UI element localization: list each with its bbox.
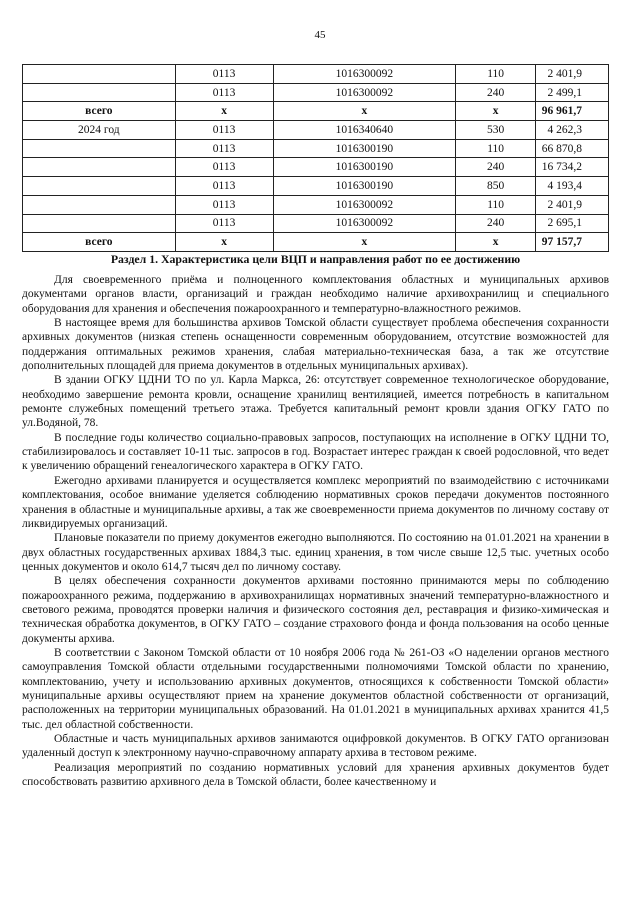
table-cell-c3: 1016300190 (273, 158, 456, 177)
paragraph: Плановые показатели по приему документов ежегодно выполняются. По состоянию на 01.01.2021 на хранении в двух областных государственных архивах 1884,3 тыс. единиц хранения, в том числе свыше 12,5 тыс. учетных особо ценных документов и около 614,7 тысяч дел по личному составу. (22, 532, 609, 573)
table-cell-c2: 0113 (175, 65, 273, 84)
table-cell-c5: 4 193,4 (536, 177, 609, 196)
table-cell-c2: 0113 (175, 139, 273, 158)
table-cell-c2: 0113 (175, 83, 273, 102)
table-cell-c4: 850 (456, 177, 536, 196)
table-row (23, 83, 609, 102)
table-cell-c5: 2 401,9 (536, 65, 609, 84)
table-cell-c4: 110 (456, 195, 536, 214)
table-cell-year (23, 214, 176, 233)
paragraph: Областные и часть муниципальных архивов занимаются оцифровкой документов. В ОГКУ ГАТО организован удаленный доступ к электронному научно-справочному аппарату архива в тестовом режиме. (22, 733, 609, 760)
table-total-row (23, 102, 609, 121)
budget-table (22, 64, 609, 252)
table-row (23, 158, 609, 177)
table-cell-year (23, 83, 176, 102)
table-cell-c4: 110 (456, 65, 536, 84)
table-cell-c5: 16 734,2 (536, 158, 609, 177)
table-cell-c2: 0113 (175, 214, 273, 233)
table-cell-c4: 240 (456, 158, 536, 177)
table-cell-c3: 1016340640 (273, 121, 456, 140)
table-cell-c2: х (175, 102, 273, 121)
table-cell-c2: 0113 (175, 195, 273, 214)
table-total-row (23, 233, 609, 252)
table-cell-c4: х (456, 102, 536, 121)
page-number: 45 (314, 29, 326, 41)
table-cell-year (23, 177, 176, 196)
table-cell-c3: 1016300190 (273, 177, 456, 196)
paragraph: В здании ОГКУ ЦДНИ ТО по ул. Карла Маркса, 26: отсутствует современное технологическое оборудование, необходимо завершение ремонта кровли, оснащение хранилищ вентиляцией, имеется потребность в капитальном ремонте служебных помещений третьего этажа. Требуется капитальный ремонт кровли здания ОГКУ ГАТО по ул.Водяной, 78. (22, 374, 609, 430)
paragraph: В целях обеспечения сохранности документов архивами постоянно принимаются меры по соблюдению пожароохранного режима, поддержанию в архивохранилищах нормативных значений температурно-влажностного и светового режима, проводятся проверки наличия и физического состояния дел, реставрация и физико-химическая и техническая обработка документов, в ОГКУ ГАТО – создание страхового фонда и фонда пользования на особо ценные документы архива. (22, 575, 609, 645)
table-cell-year (23, 195, 176, 214)
table-cell-year: всего (23, 102, 176, 121)
table-row (23, 65, 609, 84)
table-cell-c2: 0113 (175, 121, 273, 140)
table-cell-year (23, 139, 176, 158)
table-cell-c5: 96 961,7 (536, 102, 609, 121)
table-cell-year: всего (23, 233, 176, 252)
table-cell-c4: 240 (456, 214, 536, 233)
table-cell-c5: 2 401,9 (536, 195, 609, 214)
table-cell-c4: 240 (456, 83, 536, 102)
table-cell-c4: 530 (456, 121, 536, 140)
table-cell-c4: х (456, 233, 536, 252)
table-cell-c5: 97 157,7 (536, 233, 609, 252)
paragraph: В соответствии с Законом Томской области от 10 ноября 2006 года № 261-ОЗ «О наделении органов местного самоуправления Томской области отдельными государственными полномочиями Томской области по хранению, комплектованию, учету и использованию архивных документов, относящихся к собственности Томской области» муниципальные архивы осуществляют прием на хранение документов областной собственности от организаций, расположенных на территории муниципальных образований. На 01.01.2021 в муниципальных архивах хранится 41,5 тыс. дел областной собственности. (22, 646, 609, 731)
table-cell-c3: 1016300092 (273, 214, 456, 233)
table-cell-c4: 110 (456, 139, 536, 158)
table-cell-c2: 0113 (175, 177, 273, 196)
paragraph: Для своевременного приёма и полноценного комплектования областных и муниципальных архивов документами органов власти, организаций и граждан необходимо наличие архивохранилищ и специального оборудования для хранения и обеспечения пожароохранного и температурно-влажностного режимов. (22, 274, 609, 315)
paragraph: Реализация мероприятий по созданию нормативных условий для хранения архивных документов будет способствовать развитию архивного дела в Томской области, более качественному и (22, 761, 609, 789)
table-cell-c3: 1016300092 (273, 195, 456, 214)
table-cell-c2: 0113 (175, 158, 273, 177)
table-cell-c3: х (273, 233, 456, 252)
table-cell-c5: 4 262,3 (536, 121, 609, 140)
table-cell-c3: 1016300092 (273, 65, 456, 84)
table-cell-c5: 2 695,1 (536, 214, 609, 233)
table-cell-year (23, 158, 176, 177)
table-cell-c3: 1016300190 (273, 139, 456, 158)
table-cell-c2: х (175, 233, 273, 252)
table-row (23, 177, 609, 196)
table-row (23, 195, 609, 214)
section-heading: Раздел 1. Характеристика цели ВЦП и направления работ по ее достижению (110, 252, 521, 266)
table-cell-year: 2024 год (23, 121, 176, 140)
table-row (23, 214, 609, 233)
table-row (23, 139, 609, 158)
table-cell-c3: х (273, 102, 456, 121)
paragraph: В настоящее время для большинства архивов Томской области существует проблема обеспечения сохранности архивных документов (низкая степень оснащенности современным оборудованием, отсутствие возможностей для поддержания оптимальных режимов хранения, слабая материально-техническая база, а так же отсутствие дополнительных площадей для приема документов в отдельных муниципальных архивах). (22, 317, 609, 373)
paragraph: Ежегодно архивами планируется и осуществляется комплекс мероприятий по взаимодействию с источниками комплектования, особое внимание уделяется соблюдению нормативных сроков передачи документов постоянного хранения в областные и муниципальные архивы, а так же своевременности приема документов по личному составу от ликвидируемых организаций. (22, 474, 609, 530)
table-cell-c5: 2 499,1 (536, 83, 609, 102)
body-text (22, 273, 609, 789)
table-cell-c5: 66 870,8 (536, 139, 609, 158)
paragraph: В последние годы количество социально-правовых запросов, поступающих на исполнение в ОГКУ ЦДНИ ТО, стабилизировалось и составляет 10-11 тыс. запросов в год. Возрастает интерес граждан к своей родословной, что ведет к увеличению обращений генеалогического характера в ОГКУ ГАТО. (22, 431, 609, 473)
table-cell-c3: 1016300092 (273, 83, 456, 102)
table-cell-year (23, 65, 176, 84)
table-row (23, 121, 609, 140)
